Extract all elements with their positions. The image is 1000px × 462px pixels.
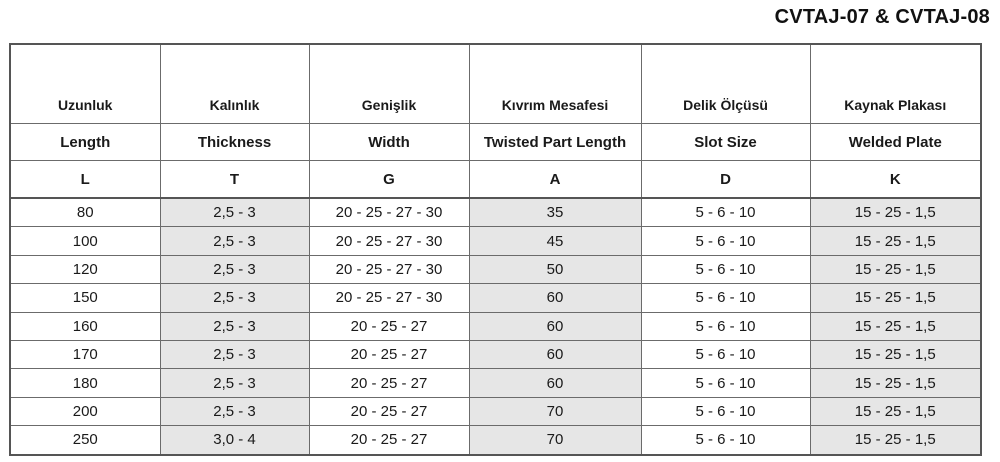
table-row xyxy=(10,340,981,368)
cell-width: 20 - 25 - 27 xyxy=(309,369,469,397)
cell-welded-plate: 15 - 25 - 1,5 xyxy=(810,312,981,340)
cell-slot-size: 5 - 6 - 10 xyxy=(641,255,810,283)
cell-thickness: 2,5 - 3 xyxy=(160,397,309,425)
cell-width: 20 - 25 - 27 - 30 xyxy=(309,284,469,312)
table-row xyxy=(10,255,981,283)
table-row xyxy=(10,198,981,227)
cell-twisted-part-length: 60 xyxy=(469,340,641,368)
cell-slot-size: 5 - 6 - 10 xyxy=(641,397,810,425)
cell-welded-plate: 15 - 25 - 1,5 xyxy=(810,397,981,425)
cell-twisted-part-length: 70 xyxy=(469,397,641,425)
column-header-width: Width xyxy=(309,124,469,161)
header-row-turkish xyxy=(10,44,981,124)
cell-twisted-part-length: 60 xyxy=(469,284,641,312)
cell-thickness: 2,5 - 3 xyxy=(160,340,309,368)
cell-welded-plate: 15 - 25 - 1,5 xyxy=(810,198,981,227)
table-row xyxy=(10,426,981,455)
spec-table xyxy=(9,43,982,456)
column-symbol-k: K xyxy=(810,161,981,199)
column-header-welded-plate: Welded Plate xyxy=(810,124,981,161)
cell-welded-plate: 15 - 25 - 1,5 xyxy=(810,340,981,368)
cell-slot-size: 5 - 6 - 10 xyxy=(641,369,810,397)
cell-slot-size: 5 - 6 - 10 xyxy=(641,340,810,368)
column-symbol-a: A xyxy=(469,161,641,199)
cell-length: 160 xyxy=(10,312,160,340)
cell-thickness: 2,5 - 3 xyxy=(160,227,309,255)
table-row xyxy=(10,227,981,255)
column-symbol-g: G xyxy=(309,161,469,199)
cell-twisted-part-length: 50 xyxy=(469,255,641,283)
cell-thickness: 2,5 - 3 xyxy=(160,284,309,312)
cell-twisted-part-length: 60 xyxy=(469,312,641,340)
cell-length: 200 xyxy=(10,397,160,425)
cell-slot-size: 5 - 6 - 10 xyxy=(641,426,810,455)
cell-length: 180 xyxy=(10,369,160,397)
column-header-kalinlik: Kalınlık xyxy=(160,44,309,124)
cell-welded-plate: 15 - 25 - 1,5 xyxy=(810,426,981,455)
table-row xyxy=(10,312,981,340)
cell-slot-size: 5 - 6 - 10 xyxy=(641,227,810,255)
cell-welded-plate: 15 - 25 - 1,5 xyxy=(810,227,981,255)
cell-width: 20 - 25 - 27 xyxy=(309,312,469,340)
column-symbol-d: D xyxy=(641,161,810,199)
cell-width: 20 - 25 - 27 xyxy=(309,426,469,455)
cell-welded-plate: 15 - 25 - 1,5 xyxy=(810,284,981,312)
cell-thickness: 2,5 - 3 xyxy=(160,312,309,340)
cell-thickness: 3,0 - 4 xyxy=(160,426,309,455)
cell-length: 80 xyxy=(10,198,160,227)
column-header-kivrim-mesafesi: Kıvrım Mesafesi xyxy=(469,44,641,124)
column-header-delik-olcusu: Delik Ölçüsü xyxy=(641,44,810,124)
document-title: CVTAJ-07 & CVTAJ-08 xyxy=(774,6,990,28)
cell-width: 20 - 25 - 27 xyxy=(309,397,469,425)
table-row xyxy=(10,284,981,312)
cell-length: 150 xyxy=(10,284,160,312)
header-row-english xyxy=(10,124,981,161)
cell-width: 20 - 25 - 27 - 30 xyxy=(309,198,469,227)
cell-thickness: 2,5 - 3 xyxy=(160,369,309,397)
table-row xyxy=(10,397,981,425)
cell-welded-plate: 15 - 25 - 1,5 xyxy=(810,255,981,283)
column-header-uzunluk: Uzunluk xyxy=(10,44,160,124)
cell-width: 20 - 25 - 27 - 30 xyxy=(309,227,469,255)
column-header-thickness: Thickness xyxy=(160,124,309,161)
column-header-twisted-part-length: Twisted Part Length xyxy=(469,124,641,161)
header-row-symbols xyxy=(10,161,981,199)
column-header-genislik: Genişlik xyxy=(309,44,469,124)
cell-length: 100 xyxy=(10,227,160,255)
cell-width: 20 - 25 - 27 xyxy=(309,340,469,368)
cell-length: 250 xyxy=(10,426,160,455)
cell-twisted-part-length: 60 xyxy=(469,369,641,397)
cell-welded-plate: 15 - 25 - 1,5 xyxy=(810,369,981,397)
cell-slot-size: 5 - 6 - 10 xyxy=(641,312,810,340)
cell-length: 120 xyxy=(10,255,160,283)
cell-slot-size: 5 - 6 - 10 xyxy=(641,198,810,227)
column-header-kaynak-plakasi: Kaynak Plakası xyxy=(810,44,981,124)
cell-twisted-part-length: 35 xyxy=(469,198,641,227)
cell-slot-size: 5 - 6 - 10 xyxy=(641,284,810,312)
cell-twisted-part-length: 70 xyxy=(469,426,641,455)
column-symbol-t: T xyxy=(160,161,309,199)
column-symbol-l: L xyxy=(10,161,160,199)
cell-thickness: 2,5 - 3 xyxy=(160,198,309,227)
cell-twisted-part-length: 45 xyxy=(469,227,641,255)
column-header-slot-size: Slot Size xyxy=(641,124,810,161)
cell-width: 20 - 25 - 27 - 30 xyxy=(309,255,469,283)
column-header-length: Length xyxy=(10,124,160,161)
table-row xyxy=(10,369,981,397)
cell-length: 170 xyxy=(10,340,160,368)
cell-thickness: 2,5 - 3 xyxy=(160,255,309,283)
